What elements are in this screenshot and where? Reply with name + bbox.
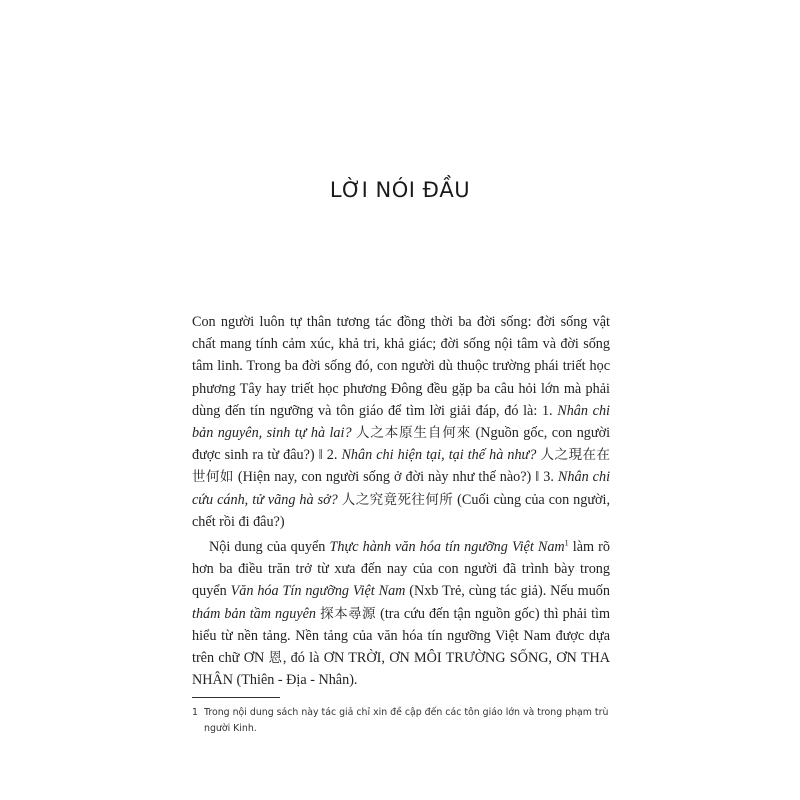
footnote-number: 1 xyxy=(192,707,198,718)
question-2-gloss: (Hiện nay, con người sống ở đời này như thế nào?) ‖ 3. xyxy=(233,469,558,486)
question-1-gloss: (Nguồn gốc, con người được sinh ra từ đâu?) ‖ 2. xyxy=(192,425,611,464)
footnote-reference: 1 xyxy=(564,538,569,548)
phrase-han: 探本尋源 xyxy=(320,605,377,622)
book-title-2: Văn hóa Tín ngưỡng Việt Nam xyxy=(230,583,406,600)
paragraph-2-text-d: (tra cứu đến tận nguồn gốc) thì phải tìm hiểu từ nền tảng. Nền tảng của văn hóa tín ngưỡng Việt Nam được dựa trên chữ ƠN xyxy=(192,605,611,667)
phrase-italic: thám bản tầm nguyên xyxy=(192,605,317,622)
footnote-text: Trong nội dung sách này tác giả chỉ xin đề cập đến các tôn giáo lớn và trong phạm trù người Kinh. xyxy=(204,707,609,734)
body-text xyxy=(192,311,610,691)
question-3-gloss: (Cuối cùng của con người, chết rồi đi đâu?) xyxy=(192,491,611,530)
paragraph-1 xyxy=(192,311,610,533)
on-han: 恩 xyxy=(268,650,283,667)
paragraph-2 xyxy=(192,536,610,691)
footnote xyxy=(192,705,612,737)
question-2: Nhân chi hiện tại, tại thế hà như? xyxy=(341,447,537,464)
question-3: Nhân chi cứu cánh, tử vãng hà sở? xyxy=(192,469,611,508)
paragraph-2-text-c: (Nxb Trẻ, cùng tác giả). Nếu muốn xyxy=(405,583,610,600)
paragraph-1-text: Con người luôn tự thân tương tác đồng thời ba đời sống: đời sống vật chất mang tính cảm xúc, khả tri, khả giác; đời sống nội tâm và đời sống tâm linh. Trong ba đời sống đó, con người dù thuộc trường phái triết học phương Tây hay triết học phương Đông đều gặp ba câu hỏi lớn mà phải dùng đến tín ngưỡng và tôn giáo để tìm lời giải đáp, đó là: 1. xyxy=(192,314,610,419)
footnote-divider xyxy=(192,697,280,698)
page-title: LỜI NÓI ĐẦU xyxy=(329,178,471,202)
paragraph-2-text-e: , đó là ƠN TRỜI, ƠN MÔI TRƯỜNG SỐNG, ƠN THA NHÂN (Thiên - Địa - Nhân). xyxy=(192,650,610,689)
question-2-han: 人之現在在世何如 xyxy=(192,447,610,486)
paragraph-2-text-a: Nội dung của quyển xyxy=(209,539,330,556)
question-3-han: 人之究竟死往何所 xyxy=(341,491,454,508)
book-title-1: Thực hành văn hóa tín ngưỡng Việt Nam xyxy=(329,539,565,556)
question-1: Nhân chi bản nguyên, sinh tự hà lai? xyxy=(192,402,610,442)
paragraph-2-text-b: làm rõ hơn ba điều trăn trở từ xưa đến nay của con người đã trình bày trong quyển xyxy=(192,539,610,600)
question-1-han: 人之本原生自何來 xyxy=(356,425,472,442)
